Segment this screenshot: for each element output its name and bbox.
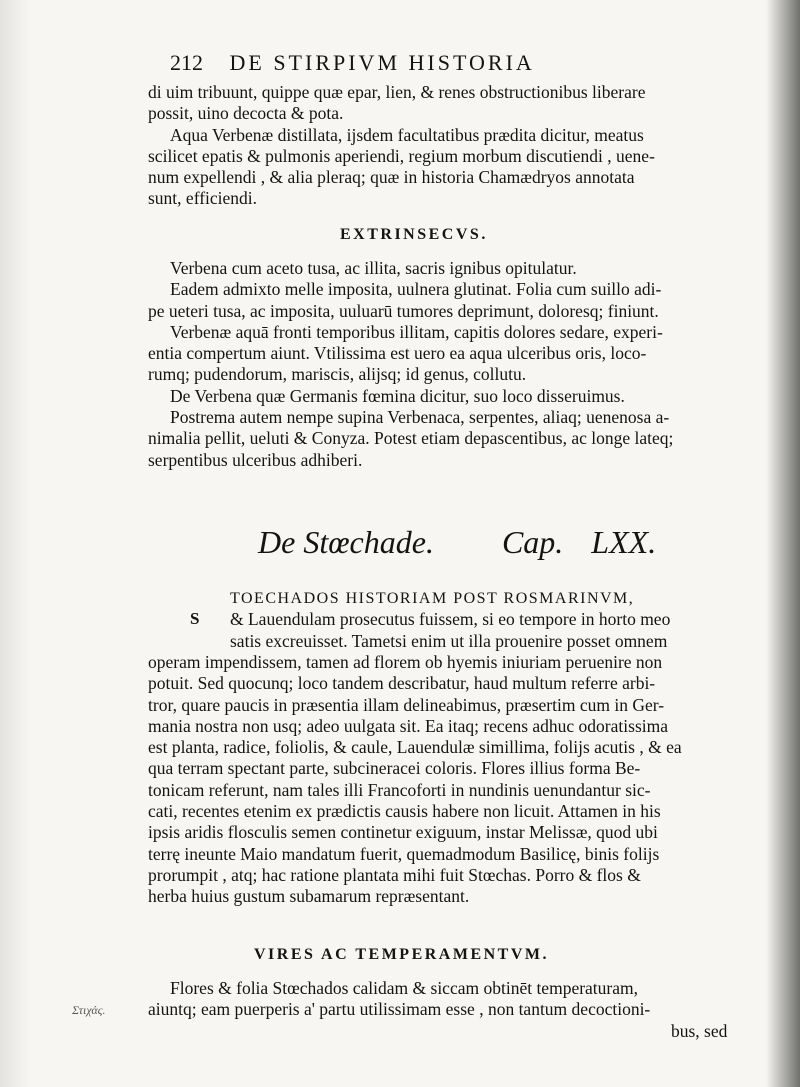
running-title: DE STIRPIVM HISTORIA [229,50,535,75]
section-heading-extrinsecus: EXTRINSECVS. [340,226,488,243]
text-line: prorumpit , atq; hac ratione plantata mihi fuit Stœchas. Porro & flos & [148,864,641,885]
paragraph-block-1 [148,82,760,210]
text-line: ipsis aridis flosculis semen continetur exiguum, instar Melissæ, quod ubi [148,822,658,843]
text-line: serpentibus ulceribus adhiberi. [148,449,363,470]
text-line: possit, uino decocta & pota. [148,103,344,124]
chapter-heading [258,524,658,561]
text-line: bus, sed [671,1020,728,1041]
chapter-title: De Stœchade. [258,524,434,560]
margin-note: Στιχάς. [72,1003,106,1017]
text-line: di uim tribuunt, quippe quæ epar, lien, & renes obstructionibus liberare [148,82,646,102]
text-line: potuit. Sed quocunq; loco tandem describatur, haud multum referre arbi- [148,673,656,694]
running-header [170,50,650,76]
text-line: operam impendissem, tamen ad florem ob hyemis iniuriam peruenire non [148,652,663,672]
text-line: tror, quare paucis in præsentia illam delineabimus, præsertim cum in Ger- [148,694,665,715]
text-line: Aqua Verbenæ distillata, ijsdem facultatibus prædita dicitur, meatus [170,124,644,145]
text-line: terrę ineunte Maio mandatum fuerit, quemadmodum Basilicę, binis folijs [148,843,660,864]
paragraph-block-2 [148,258,760,471]
text-line: Postrema autem nempe supina Verbenaca, serpentes, aliaq; uenenosa a- [170,407,670,428]
text-line: satis excreuisset. Tametsi enim ut illa prouenire posset omnem [230,630,668,651]
drop-cap: S [190,609,200,628]
text-line: sunt, efficiendi. [148,188,258,209]
text-line: est planta, radice, foliolis, & caule, Lauendulæ simillima, folijs acutis , & ea [148,737,682,758]
chapter-number: LXX. [591,524,657,560]
paragraph-block-3 [148,652,760,908]
text-line: scilicet epatis & pulmonis aperiendi, regium morbum discutiendi , uene- [148,145,655,166]
text-line: aiuntq; eam puerperis a' partu utilissimam esse , non tantum decoctioni- [148,999,651,1020]
text-line: rumq; pudendorum, mariscis, alijsq; id genus, collutu. [148,364,527,385]
text-line: herba huius gustum subamarum repræsentant. [148,886,470,907]
text-line: & Lauendulam prosecutus fuissem, si eo tempore in horto meo [230,609,671,630]
page-number: 212 [170,50,203,75]
paragraph-block-3-head [230,588,770,652]
text-line: nimalia pellit, ueluti & Conyza. Potest etiam depascentibus, ac longe lateq; [148,428,674,449]
text-line: num expellendi , & alia pleraq; quæ in historia Chamædryos annotata [148,167,635,188]
chapter-cap-label: Cap. [501,524,564,560]
text-line: entia compertum aiunt. Vtilissima est uero ea aqua ulceribus oris, loco- [148,343,647,364]
text-line: Flores & folia Stœchados calidam & siccam obtinēt temperaturam, [170,978,638,998]
text-line: cati, recentes etenim ex prædictis causis habere non licuit. Attamen in his [148,801,661,822]
gutter-shadow [766,0,800,1087]
text-line: De Verbena quæ Germanis fœmina dicitur, suo loco disseruimus. [170,385,625,406]
paragraph-block-4 [148,978,760,1042]
text-line: Verbenæ aquā fronti temporibus illitam, capitis dolores sedare, experi- [170,321,663,342]
text-line: qua terram spectant parte, subcineracei coloris. Flores illius forma Be- [148,758,641,779]
text-line: Eadem admixto melle imposita, uulnera glutinat. Folia cum suillo adi- [170,279,662,300]
page-edge-left [0,0,30,1087]
text-line: TOECHADOS HISTORIAM POST ROSMARINVM, [230,590,635,607]
text-line: Verbena cum aceto tusa, ac illita, sacris ignibus opitulatur. [170,258,577,278]
section-heading-vires: VIRES AC TEMPERAMENTVM. [254,946,549,963]
text-line: tonicam referunt, nam tales illi Francoforti in nundinis uenundantur sic- [148,779,651,800]
text-line: mania nostra non usq; adeo uulgata sit. Ea itaq; recens adhuc odoratissima [148,715,668,736]
text-line: pe ueteri tusa, ac imposita, uuluarū tumores deprimunt, doloresq; finiunt. [148,300,659,321]
